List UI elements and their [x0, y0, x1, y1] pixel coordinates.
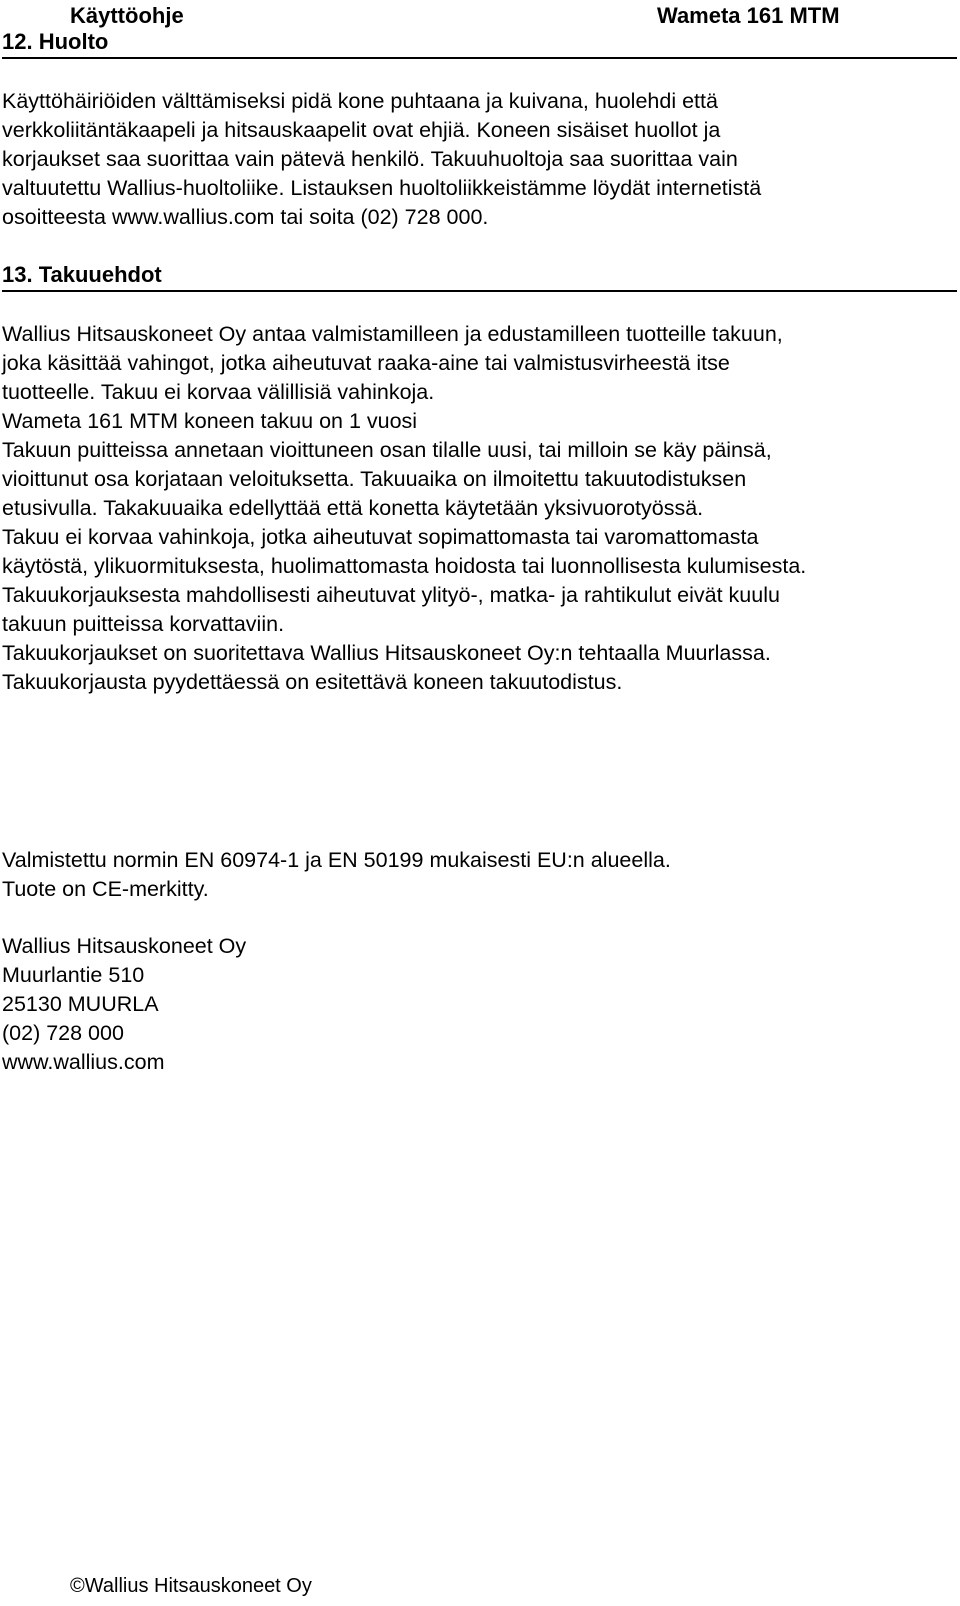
text-line: Tuote on CE-merkitty. — [2, 877, 209, 901]
phone-number: (02) 728 000 — [2, 1021, 124, 1045]
section-heading-maintenance: 12. Huolto — [2, 29, 957, 59]
company-name: Wallius Hitsauskoneet Oy — [2, 934, 247, 958]
text-line: osoitteesta www.wallius.com tai soita (02) 728 000. — [2, 205, 489, 229]
text-line: joka käsittää vahingot, jotka aiheutuvat raaka-aine tai valmistusvirheestä itse — [2, 351, 730, 375]
text-line: valtuutettu Wallius-huoltoliike. Listauksen huoltoliikkeistämme löydät internetistä — [2, 176, 762, 200]
text-line: Takuukorjauksesta mahdollisesti aiheutuvat ylityö-, matka- ja rahtikulut eivät kuulu — [2, 583, 780, 607]
text-line: Käyttöhäiriöiden välttämiseksi pidä kone puhtaana ja kuivana, huolehdi että — [2, 89, 718, 113]
section-heading-warranty: 13. Takuuehdot — [2, 262, 957, 292]
text-line: korjaukset saa suorittaa vain pätevä henkilö. Takuuhuoltoja saa suorittaa vain — [2, 147, 738, 171]
copyright-footer: ©Wallius Hitsauskoneet Oy — [70, 1575, 312, 1597]
postal-address: 25130 MUURLA — [2, 992, 159, 1016]
company-address — [2, 932, 957, 1077]
text-line: käytöstä, ylikuormituksesta, huolimattomasta hoidosta tai luonnollisesta kulumisesta. — [2, 554, 807, 578]
text-line: Takuun puitteissa annetaan vioittuneen osan tilalle uusi, tai milloin se käy päinsä, — [2, 438, 772, 462]
text-line: tuotteelle. Takuu ei korvaa välillisiä vahinkoja. — [2, 380, 435, 404]
warranty-paragraph — [2, 320, 957, 697]
street-address: Muurlantie 510 — [2, 963, 145, 987]
text-line: Valmistettu normin EN 60974-1 ja EN 50199 mukaisesti EU:n alueella. — [2, 848, 671, 872]
text-line: Takuu ei korvaa vahinkoja, jotka aiheutuvat sopimattomasta tai varomattomasta — [2, 525, 759, 549]
text-line: Wameta 161 MTM koneen takuu on 1 vuosi — [2, 409, 418, 433]
text-line: Wallius Hitsauskoneet Oy antaa valmistamilleen ja edustamilleen tuotteille takuun, — [2, 322, 783, 346]
text-line: Takuukorjaukset on suoritettava Wallius Hitsauskoneet Oy:n tehtaalla Muurlassa. — [2, 641, 771, 665]
text-line: takuun puitteissa korvattaviin. — [2, 612, 285, 636]
text-line: etusivulla. Takakuuaika edellyttää että konetta käytetään yksivuorotyössä. — [2, 496, 704, 520]
product-name: Wameta 161 MTM — [657, 3, 840, 28]
maintenance-paragraph — [2, 87, 957, 232]
text-line: vioittunut osa korjataan veloituksetta. Takuuaika on ilmoitettu takuutodistuksen — [2, 467, 747, 491]
text-line: verkkoliitäntäkaapeli ja hitsauskaapelit ovat ehjiä. Koneen sisäiset huollot ja — [2, 118, 721, 142]
text-line: Takuukorjausta pyydettäessä on esitettävä koneen takuutodistus. — [2, 670, 623, 694]
manual-title: Käyttöohje — [70, 3, 184, 28]
website: www.wallius.com — [2, 1050, 165, 1074]
compliance-statement — [2, 846, 957, 904]
